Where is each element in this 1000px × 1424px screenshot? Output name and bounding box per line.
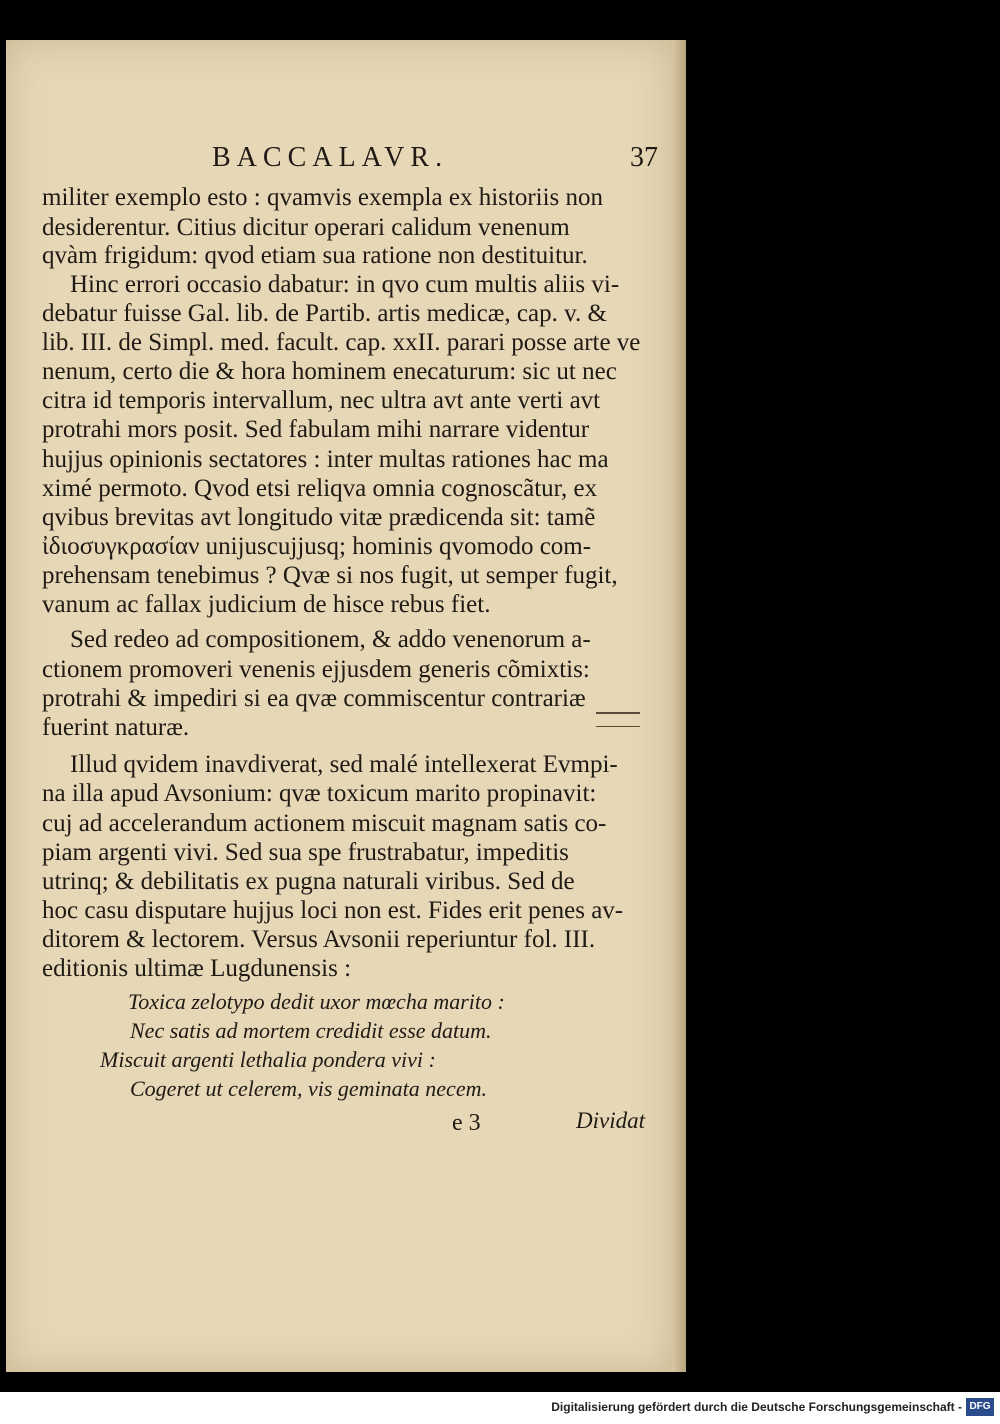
text-line: fuerint naturæ. xyxy=(42,714,190,741)
text-line: na illa apud Avsonium: qvæ toxicum marito propinavit: xyxy=(42,780,597,807)
footer-bar xyxy=(0,1392,1000,1424)
text-line: desiderentur. Citius dicitur operari calidum venenum xyxy=(42,214,570,241)
signature-mark: e 3 xyxy=(452,1110,481,1136)
funding-credit: Digitalisierung gefördert durch die Deutsche Forschungsgemeinschaft - xyxy=(551,1400,962,1414)
text-line: editionis ultimæ Lugdunensis : xyxy=(42,955,352,982)
verse-line: Miscuit argenti lethalia pondera vivi : xyxy=(100,1047,436,1072)
text-line: ἰδιοσυγκρασίαν unijuscujjusq; hominis qvomodo com- xyxy=(42,533,592,560)
text-line: protrahi mors posit. Sed fabulam mihi narrare videntur xyxy=(42,416,590,443)
page-edge xyxy=(672,40,686,1372)
text-line: utrinq; & debilitatis ex pugna naturali viribus. Sed de xyxy=(42,868,575,895)
text-line: nenum, certo die & hora hominem enecaturum: sic ut nec xyxy=(42,358,617,385)
verse-line: Toxica zelotypo dedit uxor mœcha marito : xyxy=(128,989,505,1014)
text-line: hoc casu disputare hujjus loci non est. Fides erit penes av- xyxy=(42,897,624,924)
text-line: Illud qvidem inavdiverat, sed malé intellexerat Evmpi- xyxy=(70,751,618,778)
verse-line: Nec satis ad mortem credidit esse datum. xyxy=(130,1018,492,1043)
text-line: hujjus opinionis sectatores : inter multas rationes hac ma xyxy=(42,446,609,473)
text-line: piam argenti vivi. Sed sua spe frustrabatur, impeditis xyxy=(42,839,569,866)
text-line: cuj ad accelerandum actionem miscuit magnam satis co- xyxy=(42,810,607,837)
text-line: protrahi & impediri si ea qvæ commiscentur contrariæ xyxy=(42,685,586,712)
text-line: prehensam tenebimus ? Qvæ si nos fugit, ut semper fugit, xyxy=(42,562,618,589)
text-line: debatur fuisse Gal. lib. de Partib. artis medicæ, cap. v. & xyxy=(42,300,607,327)
text-line: ximé permoto. Qvod etsi reliqva omnia cognoscãtur, ex xyxy=(42,475,598,502)
text-line: ditorem & lectorem. Versus Avsonii reperiuntur fol. III. xyxy=(42,926,596,953)
text-line: ctionem promoveri venenis ejjusdem generis cõmixtis: xyxy=(42,656,590,683)
page-number: 37 xyxy=(630,142,658,173)
text-line: vanum ac fallax judicium de hisce rebus fiet. xyxy=(42,591,491,618)
ornament-mark xyxy=(596,712,640,727)
catchword: Dividat xyxy=(576,1108,645,1133)
text-line: lib. III. de Simpl. med. facult. cap. xxII. parari posse arte ve xyxy=(42,329,641,356)
text-line: militer exemplo esto : qvamvis exempla ex historiis non xyxy=(42,184,604,211)
running-head: BACCALAVR. xyxy=(212,142,449,173)
text-line: citra id temporis intervallum, nec ultra avt ante verti avt xyxy=(42,387,601,414)
text-line: qvibus brevitas avt longitudo vitæ prædicenda sit: tamẽ xyxy=(42,504,596,531)
verse-line: Cogeret ut celerem, vis geminata necem. xyxy=(130,1076,487,1101)
text-line: Hinc errori occasio dabatur: in qvo cum multis aliis vi- xyxy=(70,271,620,298)
text-line: qvàm frigidum: qvod etiam sua ratione non destituitur. xyxy=(42,242,588,269)
dfg-logo: DFG xyxy=(966,1398,994,1416)
text-line: Sed redeo ad compositionem, & addo venenorum a- xyxy=(70,626,591,653)
